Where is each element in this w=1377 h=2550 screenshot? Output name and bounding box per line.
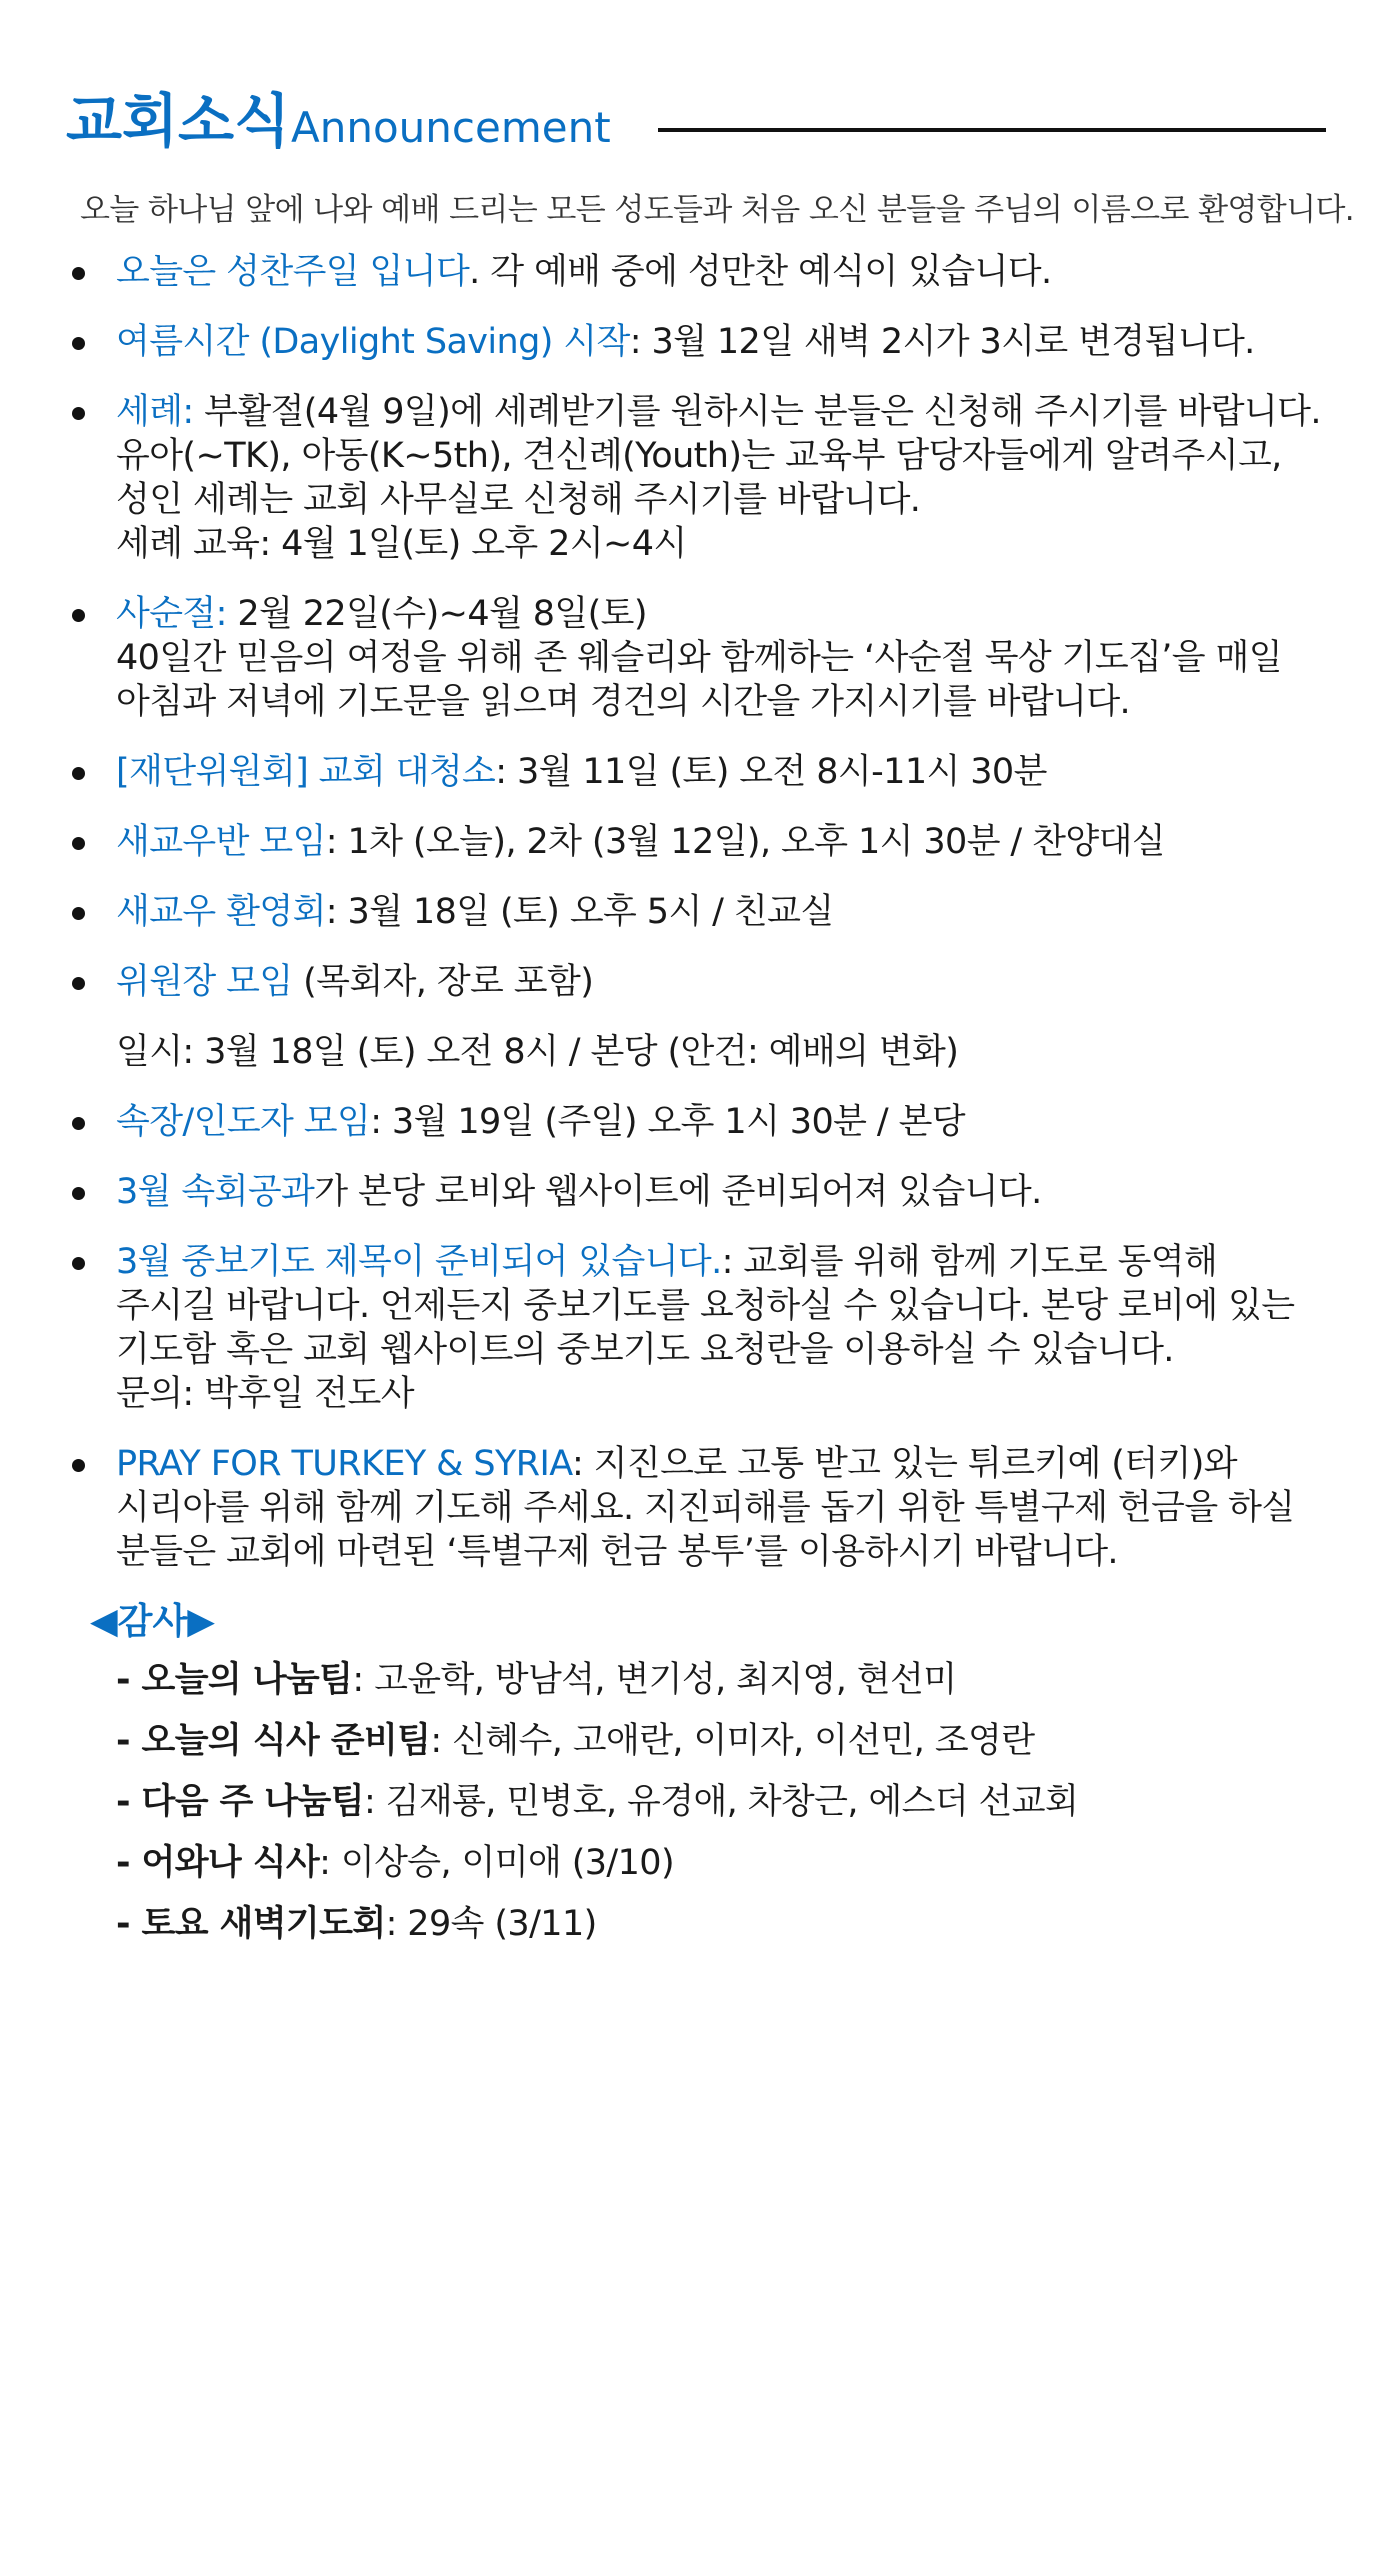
- announcement-line: [116, 1328, 1326, 1372]
- thanks-heading: ◀감사▶: [90, 1601, 215, 1642]
- announcement-highlight: PRAY FOR TURKEY & SYRIA: [116, 1444, 572, 1484]
- announcement-line: [116, 680, 1326, 724]
- announcement-item: [66, 960, 1326, 1004]
- bullet-icon: [72, 1187, 85, 1200]
- welcome-message: 오늘 하나님 앞에 나와 예배 드리는 모든 성도들과 처음 오신 분들을 주님의 이름으로 환영합니다.: [80, 192, 1355, 228]
- thanks-label: - 오늘의 식사 준비팀: [116, 1721, 431, 1761]
- announcement-item: [66, 1100, 1326, 1144]
- announcement-text: 아침과 저녁에 기도문을 읽으며 경건의 시간을 가지시기를 바랍니다.: [116, 682, 1131, 722]
- thanks-names: : 29속 (3/11): [385, 1904, 597, 1944]
- announcement-text: 2월 22일(수)~4월 8일(토): [226, 594, 647, 634]
- announcement-text: 부활절(4월 9일)에 세례받기를 원하시는 분들은 신청해 주시기를 바랍니다.: [193, 392, 1321, 432]
- announcement-text: : 교회를 위해 함께 기도로 동역해: [721, 1242, 1218, 1282]
- thanks-names: : 이상승, 이미애 (3/10): [319, 1843, 675, 1883]
- page-subtitle: Announcement: [291, 103, 611, 152]
- announcement-highlight: 세례:: [116, 392, 194, 432]
- announcement-text: 가 본당 로비와 웹사이트에 준비되어져 있습니다.: [314, 1172, 1042, 1212]
- bullet-icon: [72, 767, 85, 780]
- page-title: 교회소식: [66, 87, 291, 155]
- announcement-text: : 3월 19일 (주일) 오후 1시 30분 / 본당: [370, 1102, 966, 1142]
- announcement-item: [66, 250, 1326, 294]
- thanks-item: [116, 1780, 1078, 1824]
- announcement-item: [66, 1170, 1326, 1214]
- bullet-icon: [72, 1117, 85, 1130]
- thanks-item: [116, 1841, 1078, 1885]
- bullet-icon: [72, 837, 85, 850]
- announcement-text: 40일간 믿음의 여정을 위해 존 웨슬리와 함께하는 ‘사순절 묵상 기도집’을 매일: [116, 638, 1282, 678]
- announcement-text: : 3월 18일 (토) 오후 5시 / 친교실: [325, 892, 834, 932]
- announcement-subline: 일시: 3월 18일 (토) 오전 8시 / 본당 (안건: 예배의 변화): [116, 1032, 959, 1072]
- announcement-text: : 지진으로 고통 받고 있는 튀르키예 (터키)와: [571, 1444, 1237, 1484]
- thanks-label: - 어와나 식사: [116, 1843, 320, 1883]
- bullet-icon: [72, 977, 85, 990]
- announcement-line: [116, 434, 1326, 478]
- thanks-item: [116, 1719, 1078, 1763]
- bullet-icon: [72, 407, 85, 420]
- announcement-line: [116, 750, 1326, 794]
- announcement-highlight: 여름시간 (Daylight Saving) 시작: [116, 322, 630, 362]
- announcement-text: 주시길 바랍니다. 언제든지 중보기도를 요청하실 수 있습니다. 본당 로비에 있는: [116, 1286, 1295, 1326]
- announcement-line: [116, 522, 1326, 566]
- announcement-line: [116, 390, 1326, 434]
- announcement-highlight: 위원장 모임: [116, 962, 293, 1002]
- thanks-label: - 토요 새벽기도회: [116, 1904, 386, 1944]
- announcement-item: [66, 820, 1326, 864]
- thanks-label: - 오늘의 나눔팀: [116, 1660, 353, 1700]
- bullet-icon: [72, 1459, 85, 1472]
- announcement-highlight: 새교우 환영회: [116, 892, 326, 932]
- announcement-text: 세례 교육: 4월 1일(토) 오후 2시~4시: [116, 524, 687, 564]
- announcement-text: 기도함 혹은 교회 웹사이트의 중보기도 요청란을 이용하실 수 있습니다.: [116, 1330, 1174, 1370]
- announcement-highlight: 새교우반 모임: [116, 822, 326, 862]
- announcement-text: . 각 예배 중에 성만찬 예식이 있습니다.: [469, 252, 1052, 292]
- announcement-text: : 1차 (오늘), 2차 (3월 12일), 오후 1시 30분 / 찬양대실: [325, 822, 1165, 862]
- announcement-line: [116, 1530, 1326, 1574]
- announcement-line: [116, 890, 1326, 934]
- bullet-icon: [72, 1257, 85, 1270]
- announcement-line: [116, 478, 1326, 522]
- announcement-line: [116, 636, 1326, 680]
- announcement-text: (목회자, 장로 포함): [292, 962, 594, 1002]
- announcement-line: [116, 1100, 1326, 1144]
- thanks-names: : 김재룡, 민병호, 유경애, 차창근, 에스더 선교회: [363, 1782, 1079, 1822]
- announcement-item: [66, 750, 1326, 794]
- announcement-text: : 3월 11일 (토) 오전 8시-11시 30분: [495, 752, 1047, 792]
- announcement-line: [116, 820, 1326, 864]
- announcement-line: [116, 1442, 1326, 1486]
- announcement-text: 시리아를 위해 함께 기도해 주세요. 지진피해를 돕기 위한 특별구제 헌금을 하실: [116, 1488, 1295, 1528]
- announcement-line: [116, 1240, 1326, 1284]
- announcement-item: [66, 1442, 1326, 1574]
- announcement-item: [66, 890, 1326, 934]
- bullet-icon: [72, 267, 85, 280]
- header-divider: [658, 128, 1326, 132]
- announcement-highlight: 3월 중보기도 제목이 준비되어 있습니다.: [116, 1242, 722, 1282]
- announcement-highlight: 사순절:: [116, 594, 227, 634]
- bullet-icon: [72, 337, 85, 350]
- announcement-highlight: 3월 속회공과: [116, 1172, 315, 1212]
- announcement-text: 성인 세례는 교회 사무실로 신청해 주시기를 바랍니다.: [116, 480, 921, 520]
- thanks-item: [116, 1658, 1078, 1702]
- thanks-item: [116, 1902, 1078, 1946]
- thanks-list: [116, 1658, 1078, 1963]
- announcement-line: [116, 250, 1326, 294]
- announcement-item: [66, 592, 1326, 724]
- announcement-text: 분들은 교회에 마련된 ‘특별구제 헌금 봉투’를 이용하시기 바랍니다.: [116, 1532, 1118, 1572]
- bullet-icon: [72, 907, 85, 920]
- announcement-line: [116, 1372, 1326, 1416]
- announcement-text: : 3월 12일 새벽 2시가 3시로 변경됩니다.: [629, 322, 1255, 362]
- announcement-item: [66, 320, 1326, 364]
- announcement-line: [116, 592, 1326, 636]
- announcement-text: 문의: 박후일 전도사: [116, 1374, 414, 1414]
- announcement-text: 유아(~TK), 아동(K~5th), 견신례(Youth)는 교육부 담당자들에게 알려주시고,: [116, 436, 1282, 476]
- announcement-line: [116, 1284, 1326, 1328]
- announcement-item: [66, 1240, 1326, 1416]
- announcement-line: [116, 960, 1326, 1004]
- announcement-line: [116, 320, 1326, 364]
- header: [66, 86, 1326, 156]
- thanks-label: - 다음 주 나눔팀: [116, 1782, 364, 1822]
- bullet-icon: [72, 609, 85, 622]
- announcement-highlight: 속장/인도자 모임: [116, 1102, 371, 1142]
- announcement-list: [66, 250, 1326, 1600]
- thanks-names: : 고윤학, 방남석, 변기성, 최지영, 현선미: [352, 1660, 957, 1700]
- announcement-line: [116, 1486, 1326, 1530]
- thanks-names: : 신혜수, 고애란, 이미자, 이선민, 조영란: [430, 1721, 1035, 1761]
- announcement-highlight: [재단위원회] 교회 대청소: [116, 752, 496, 792]
- announcement-item: [66, 390, 1326, 566]
- announcement-highlight: 오늘은 성찬주일 입니다: [116, 252, 470, 292]
- announcement-line: [116, 1170, 1326, 1214]
